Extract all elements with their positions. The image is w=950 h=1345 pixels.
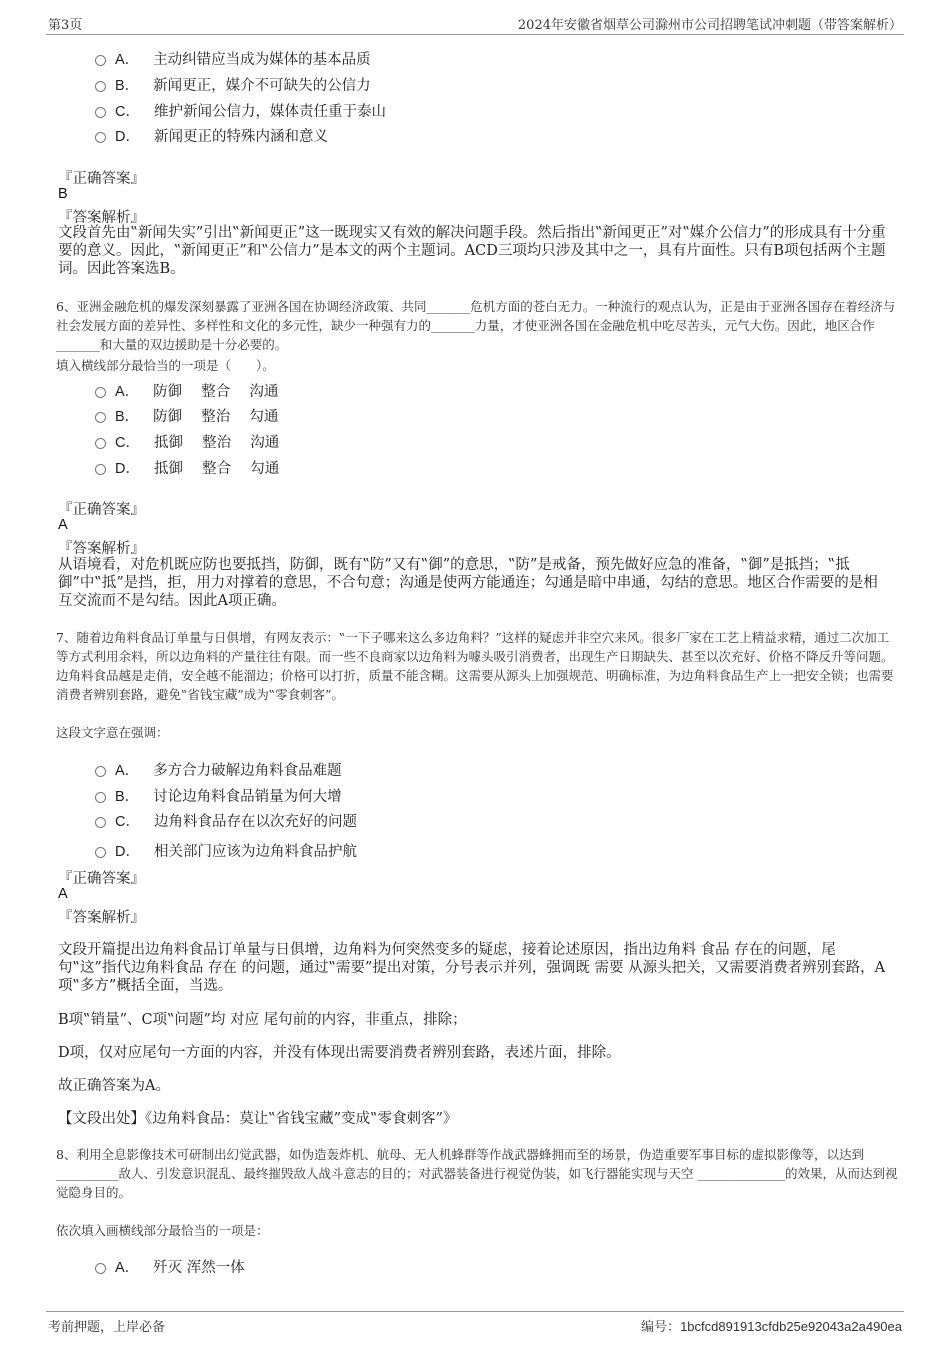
analysis-label: 『答案解析』	[58, 910, 145, 926]
q7-option-a[interactable]: A． 多方合力破解边角料食品难题	[95, 759, 342, 780]
code-label: 编号：	[641, 1320, 681, 1335]
q6-option-d[interactable]: D． 抵御 整合 勾通	[95, 457, 279, 478]
q5-analysis: 文段首先由‟新闻失实”引出‟新闻更正”这一既现实又有效的解决问题手段。然后指出‟新闻更正”对‟媒介公信力”的形成具有十分重要的意义。因此，‟新闻更正”和‟公信力”是本文的两个主题词。ACD三项均只涉及其中之一，具有片面性。只有B项包括两个主题词。因此答案选B。	[58, 225, 886, 277]
radio-icon[interactable]	[95, 132, 106, 143]
radio-icon[interactable]	[95, 792, 106, 803]
q6-option-b[interactable]: B． 防御 整治 勾通	[95, 405, 278, 426]
radio-icon[interactable]	[95, 55, 106, 66]
q5-answer: B	[58, 186, 68, 202]
q8-prompt: 依次填入画横线部分最恰当的一项是：	[56, 1223, 269, 1238]
correct-answer-label: 『正确答案』	[58, 502, 145, 518]
footer-slogan: 考前押题，上岸必备	[48, 1320, 166, 1335]
page-footer	[46, 1311, 904, 1334]
q8-option-a[interactable]: A． 歼灭 浑然一体	[95, 1256, 245, 1277]
page-number: 第3页	[48, 18, 83, 33]
q6-answer: A	[58, 517, 68, 533]
radio-icon[interactable]	[95, 817, 106, 828]
radio-icon[interactable]	[95, 1263, 106, 1274]
radio-icon[interactable]	[95, 766, 106, 777]
q6-analysis: 从语境看，对危机既应防也要抵挡，防御，既有‟防”又有‟御”的意思，‟防”是戒备，预先做好应急的准备，‟御”是抵挡；‟抵御”中‟抵”是挡，拒，用力对撑着的意思，不合句意；沟通是使两方能通连；勾通是暗中串通，勾结的意思。地区合作需要的是相互交流而不是勾结。因此A项正确。	[58, 557, 878, 609]
q5-option-c[interactable]: C． 维护新闻公信力，媒体责任重于泰山	[95, 100, 386, 121]
q7-analysis-4: 故正确答案为A。	[58, 1078, 170, 1094]
q6-prompt: 填入横线部分最恰当的一项是（ ）。	[56, 358, 275, 373]
q7-question: 7、随着边角料食品订单量与日俱增，有网友表示：‟一下子哪来这么多边角料？”这样的疑虑并非空穴来风。很多厂家在工艺上精益求精，通过二次加工等方式利用余料，所以边角料的产量往往有限。而一些不良商家以边角料为噱头吸引消费者，出现生产日期缺失、甚至以次充好、价格不降反升等问题。边角料食品越是走俏，安全越不能溜边；价格可以打折，质量不能含糊。这需要从源头上加强规范、明确标准，为边角料食品生产上一把安全锁；也需要消费者辨别套路，避免‟省钱宝藏”成为‟零食刺客”。	[56, 630, 894, 702]
q7-analysis-2: B项‟销量”、C项‟问题”均 对应 尾句前的内容，非重点，排除；	[58, 1012, 467, 1028]
radio-icon[interactable]	[95, 387, 106, 398]
correct-answer-label: 『正确答案』	[58, 171, 145, 187]
code-value: 1bcfcd891913cfdb25e92043a2a490ea	[680, 1319, 902, 1334]
q7-answer: A	[58, 886, 68, 902]
analysis-label: 『答案解析』	[58, 210, 145, 226]
radio-icon[interactable]	[95, 464, 106, 475]
radio-icon[interactable]	[95, 81, 106, 92]
q5-option-a[interactable]: A． 主动纠错应当成为媒体的基本品质	[95, 48, 371, 69]
analysis-label: 『答案解析』	[58, 541, 145, 557]
q5-option-b[interactable]: B． 新闻更正，媒介不可缺失的公信力	[95, 74, 371, 95]
q7-prompt: 这段文字意在强调：	[56, 725, 169, 740]
q6-option-a[interactable]: A． 防御 整合 沟通	[95, 380, 278, 401]
q7-option-b[interactable]: B． 讨论边角料食品销量为何大增	[95, 785, 342, 806]
q8-question: 8、利用全息影像技术可研制出幻觉武器，如伪造轰炸机、航母、无人机蜂群等作战武器蜂拥而至的场景，伪造重要军事目标的虚拟影像等，以达到 __________敌人、引发意识混乱、最终摧毁敌人战斗意志的目的；对武器装备进行视觉伪装，如飞行器能实现与天空 ______________的效果，从而达到视觉隐身目的。	[56, 1147, 898, 1200]
q6-question: 6、亚洲金融危机的爆发深刻暴露了亚洲各国在协调经济政策、共同_______危机方面的苍白无力。一种流行的观点认为，正是由于亚洲各国存在着经济与社会发展方面的差异性、多样性和文化的多元性，缺少一种强有力的_______力量，才使亚洲各国在金融危机中吃尽苦头，元气大伤。因此，地区合作_______和大量的双边援助是十分必要的。	[56, 299, 896, 352]
q6-option-c[interactable]: C． 抵御 整治 沟通	[95, 431, 279, 452]
q7-analysis-1: 文段开篇提出边角料食品订单量与日俱增，边角料为何突然变多的疑虑，接着论述原因，指出边角料 食品 存在的问题，尾句‟这”指代边角料食品 存在 的问题，通过‟需要”提出对策，分号表示并列，强调既 需要 从源头把关，又需要消费者辨别套路，A项‟多方”概括全面，当选。	[58, 942, 886, 994]
q7-analysis-3: D项，仅对应尾句一方面的内容，并没有体现出需要消费者辨别套路，表述片面，排除。	[58, 1045, 621, 1061]
page-header	[46, 14, 904, 35]
radio-icon[interactable]	[95, 107, 106, 118]
document-code	[641, 1316, 902, 1335]
q7-option-d[interactable]: D． 相关部门应该为边角料食品护航	[95, 840, 357, 861]
q7-source: 【文段出处】《边角料食品：莫让‟省钱宝藏”变成‟零食刺客”》	[58, 1111, 458, 1127]
document-title: 2024年安徽省烟草公司滁州市公司招聘笔试冲刺题（带答案解析）	[517, 18, 902, 33]
q7-option-c[interactable]: C． 边角料食品存在以次充好的问题	[95, 810, 357, 831]
radio-icon[interactable]	[95, 412, 106, 423]
radio-icon[interactable]	[95, 847, 106, 858]
q5-option-d[interactable]: D． 新闻更正的特殊内涵和意义	[95, 125, 328, 146]
correct-answer-label: 『正确答案』	[58, 871, 145, 887]
radio-icon[interactable]	[95, 438, 106, 449]
